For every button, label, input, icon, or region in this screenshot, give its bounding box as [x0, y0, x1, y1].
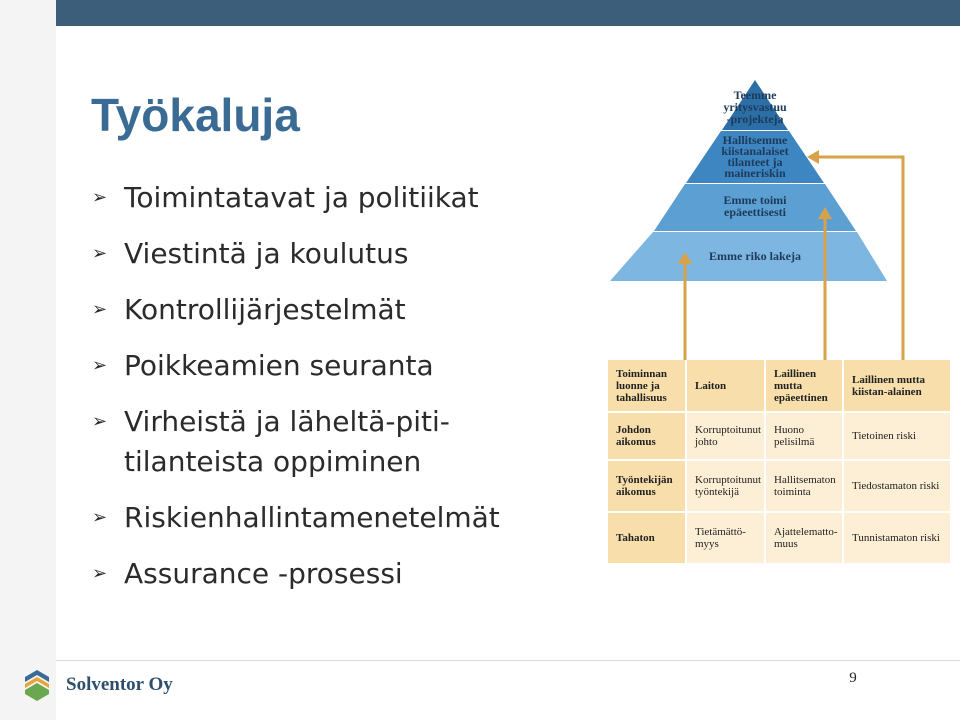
- bullet-text: Virheistä ja läheltä-piti-tilanteista oppiminen: [124, 405, 450, 478]
- risk-matrix-table: [608, 360, 952, 565]
- table-header-row: [608, 360, 951, 412]
- table-cell: Tunnistamaton riski: [843, 512, 951, 564]
- table-row: [608, 412, 951, 460]
- company-name: Solventor Oy: [66, 674, 173, 695]
- bullet-text: Poikkeamien seuranta: [124, 349, 434, 382]
- pyramid-text-line: tilanteet ja: [727, 155, 783, 169]
- pyramid-level-1-label: [723, 88, 787, 126]
- pyramid-text-line: epäeettisesti: [724, 205, 786, 219]
- table-row: [608, 512, 951, 564]
- table-header-cell: Laillinen mutta kiistan-alainen: [843, 360, 951, 412]
- pyramid-text-line: Teemme: [733, 88, 777, 102]
- table-cell: Hallitsematon toiminta: [765, 460, 843, 512]
- pyramid-level-2-label: [721, 133, 788, 180]
- arrowhead-bullet-icon: ➢: [92, 507, 108, 528]
- pyramid-level-4-label: [709, 249, 801, 263]
- pyramid-text-line: Hallitsemme: [722, 133, 788, 147]
- pyramid-level-3-label: [724, 193, 788, 219]
- table-row-header: Johdon aikomus: [608, 412, 686, 460]
- pyramid-text-line: -projekteja: [726, 112, 784, 126]
- table-header-cell: Laiton: [686, 360, 765, 412]
- pyramid-text-line: Emme riko lakeja: [709, 249, 801, 263]
- pyramid-text-line: Emme toimi: [723, 193, 787, 207]
- arrowhead-bullet-icon: ➢: [92, 411, 108, 432]
- pyramid-text-line: kiistanalaiset: [721, 144, 789, 158]
- bullet-text: Riskienhallintamenetelmät: [124, 501, 500, 534]
- page-number: 9: [849, 670, 857, 686]
- table-cell: Ajattelematto-muus: [765, 512, 843, 564]
- arrowhead-bullet-icon: ➢: [92, 299, 108, 320]
- arrowhead-bullet-icon: ➢: [92, 355, 108, 376]
- slide-title: Työkaluja: [91, 89, 300, 141]
- table-row: [608, 460, 951, 512]
- table-cell: Huono pelisilmä: [765, 412, 843, 460]
- bullet-text: Viestintä ja koulutus: [124, 237, 409, 270]
- table-cell: Tiedostamaton riski: [843, 460, 951, 512]
- bullet-text: Kontrollijärjestelmät: [124, 293, 406, 326]
- table-cell: Tietämättö-myys: [686, 512, 765, 564]
- arrowhead-bullet-icon: ➢: [92, 187, 108, 208]
- table-cell: Korruptoitunut työntekijä: [686, 460, 765, 512]
- table-cell: Tietoinen riski: [843, 412, 951, 460]
- bullet-text: Assurance -prosessi: [124, 557, 403, 590]
- table-header-cell: Toiminnan luonne ja tahallisuus: [608, 360, 686, 412]
- arrowhead-bullet-icon: ➢: [92, 243, 108, 264]
- footer-divider: [56, 660, 960, 661]
- table-row-header: Tahaton: [608, 512, 686, 564]
- arrowhead-bullet-icon: ➢: [92, 563, 108, 584]
- solventor-logo-icon: [22, 668, 52, 702]
- pyramid-text-line: maineriskin: [724, 166, 786, 180]
- table-header-cell: Laillinen mutta epäeettinen: [765, 360, 843, 412]
- bullet-text: Toimintatavat ja politiikat: [124, 181, 479, 214]
- table-cell: Korruptoitunut johto: [686, 412, 765, 460]
- pyramid-text-line: yritysvastuu: [723, 100, 787, 114]
- table-row-header: Työntekijän aikomus: [608, 460, 686, 512]
